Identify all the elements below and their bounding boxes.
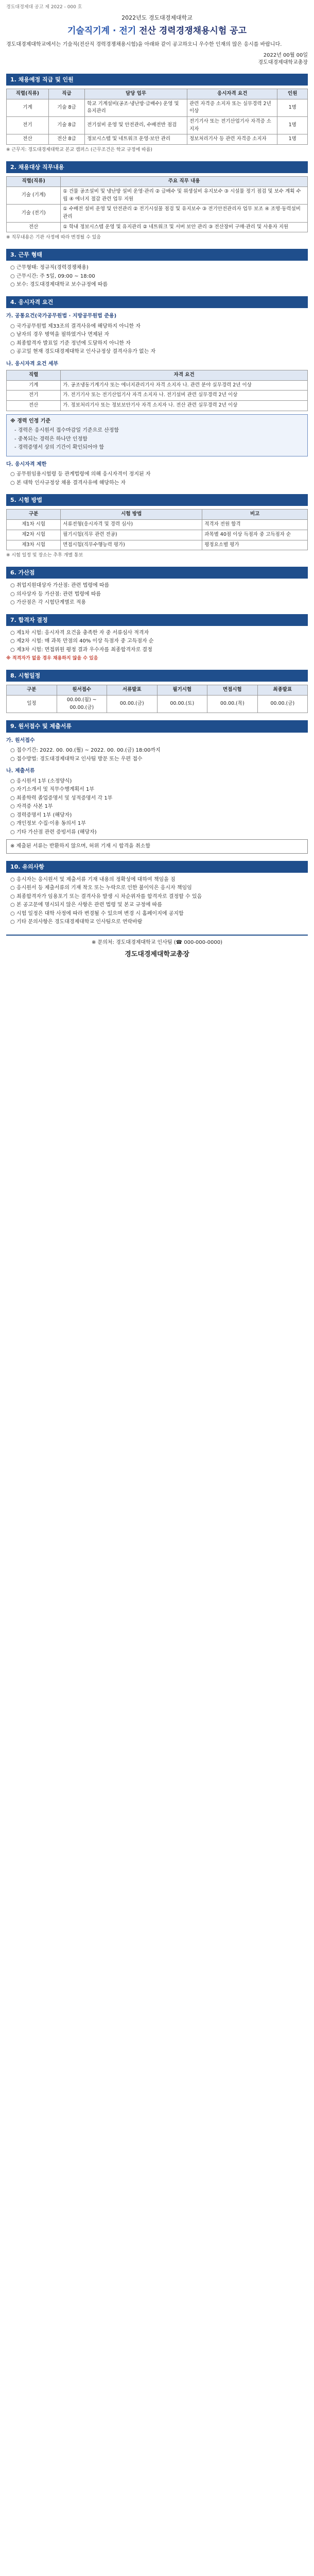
table-cell: 기술 (전기) (7, 205, 61, 222)
list-item: ○ 최종합격자 발표일 기준 정년에 도달하지 아니한 자 (10, 340, 308, 348)
section-4-sub2: 나. 응시자격 요건 세부 (6, 361, 59, 367)
box-title: ※ 경력 인정 기준 (10, 418, 51, 424)
notice-signer: 경도대경제대학교총장 (258, 59, 308, 65)
list-item: ○ 취업지원대상자 가산점: 관련 법령에 따름 (10, 582, 308, 590)
list-item: ○ 응시원서 1부 (소정양식) (10, 777, 308, 786)
col-header: 자격 요건 (61, 370, 308, 381)
table-row (7, 696, 308, 713)
table-row (7, 117, 308, 134)
table-cell: 일정 (7, 696, 57, 713)
table-cell: 기계 (7, 99, 49, 116)
list-item: ○ 경력증명서 1부 (해당자) (10, 811, 308, 820)
table-cell: 정보시스템 및 네트워크 운영·보안 관리 (85, 134, 187, 145)
table-cell: 전산 8급 (48, 134, 84, 145)
section-1-title: 1. 채용예정 직급 및 인원 (6, 74, 308, 86)
list-item: - 경력은 응시원서 접수마감일 기준으로 산정함 (14, 427, 304, 435)
table-row (7, 401, 308, 411)
table-cell: 00.00.(목) (207, 696, 258, 713)
table-row (7, 540, 308, 550)
table-row (7, 187, 308, 204)
section-7-title: 7. 합격자 결정 (6, 614, 308, 626)
col-header: 서류발표 (107, 685, 158, 696)
duty-table (6, 176, 308, 232)
col-header: 응시자격 요건 (187, 89, 277, 99)
section-10-title: 10. 유의사항 (6, 861, 308, 873)
section-2-note: ※ 직무내용은 기관 사정에 따라 변경될 수 있음 (6, 235, 101, 241)
table-cell: 제3차 시험 (7, 540, 61, 550)
table-cell: 1명 (277, 117, 308, 134)
table-row (7, 205, 308, 222)
table-cell: 적격자 전원 합격 (202, 520, 308, 530)
col-header: 비고 (202, 510, 308, 520)
notice-date: 2022년 00월 00일 (263, 52, 308, 58)
col-header: 구분 (7, 510, 61, 520)
notice-title (6, 24, 308, 38)
intro-text: 경도대경제대학교에서는 기술직(전산직 경력경쟁채용시험)을 아래와 같이 공고하오니 우수한 인재의 많은 응시를 바랍니다. (6, 42, 282, 48)
footer-org: 경도대경제대학교총장 (125, 951, 189, 959)
list-item: - 경력증명서 상의 기간이 확인되어야 함 (14, 444, 304, 452)
table-row (7, 222, 308, 232)
table-cell: 00.00.(금) (107, 696, 158, 713)
list-item: ○ 자기소개서 및 직무수행계획서 1부 (10, 786, 308, 794)
col-header: 최종발표 (257, 685, 308, 696)
application-list (10, 747, 308, 763)
schedule-table (6, 685, 308, 713)
table-cell: 기술 8급 (48, 117, 84, 134)
table-cell: ① 수배전 설비 운영 및 안전관리 ② 전기시설물 점검 및 유지보수 ③ 전기안전관리자 업무 보조 ④ 조명·동력설비 관리 (61, 205, 308, 222)
list-item: ○ 본 공고문에 명시되지 않은 사항은 관련 법령 및 본교 규정에 따름 (10, 901, 308, 909)
section-5-title: 5. 시험 방법 (6, 494, 308, 506)
section-1-note: ※ 근무지: 경도대경제대학교 본교 캠퍼스 (근무조건은 학교 규정에 따름) (6, 147, 152, 153)
section-9-sub2: 나. 제출서류 (6, 768, 35, 774)
list-item: ○ 근무형태: 정규직(경력경쟁채용) (10, 264, 308, 272)
col-header: 직렬 (7, 370, 61, 381)
career-criteria-box (6, 414, 308, 456)
list-item: ○ 기타 가산점 관련 증빙서류 (해당자) (10, 828, 308, 837)
table-cell: 1명 (277, 99, 308, 116)
table-cell: 관련 자격증 소지자 또는 실무경력 2년 이상 (187, 99, 277, 116)
table-cell: 전기기사 또는 전기산업기사 자격증 소지자 (187, 117, 277, 134)
col-header: 직렬(직류) (7, 177, 61, 187)
list-item: ○ 국가공무원법 제33조의 결격사유에 해당하지 아니한 자 (10, 323, 308, 331)
table-row (7, 520, 308, 530)
list-item: ○ 자격증 사본 1부 (10, 803, 308, 811)
col-header: 직급 (48, 89, 84, 99)
section-2-title: 2. 채용대상 직무내용 (6, 161, 308, 173)
application-period: ○ 접수기간: 2022. 00. 00.(월) ~ 2022. 00. 00.(금) 18:00까지 (10, 747, 308, 755)
list-item: ○ 남자의 경우 병역을 필하였거나 면제된 자 (10, 331, 308, 339)
restrict-list (10, 470, 308, 487)
career-criteria-list (14, 427, 304, 452)
section-5-note: ※ 시험 일정 및 장소는 추후 개별 통보 (6, 553, 83, 558)
list-item: ○ 최종학력 졸업증명서 및 성적증명서 각 1부 (10, 794, 308, 803)
recruit-table (6, 89, 308, 145)
table-cell: 가. 정보처리기사 또는 정보보안기사 자격 소지자 나. 전산 관련 실무경력 2년 이상 (61, 401, 308, 411)
table-cell: 가. 공조냉동기계기사 또는 에너지관리기사 자격 소지자 나. 관련 분야 실무경력 2년 이상 (61, 380, 308, 391)
table-cell: 제2차 시험 (7, 530, 61, 540)
section-4-sub1: 가. 공통요건(국가공무원법 · 지방공무원법 준용) (6, 313, 117, 319)
contact-info: ※ 문의처: 경도대경제대학교 인사팀 (☎ 000-000-0000) (92, 939, 222, 945)
table-row (7, 134, 308, 145)
section-3-title: 3. 근무 형태 (6, 249, 308, 261)
table-row (7, 380, 308, 391)
list-item: ○ 근무시간: 주 5일, 09:00 ~ 18:00 (10, 273, 308, 281)
table-row (7, 530, 308, 540)
table-row (7, 99, 308, 116)
table-cell: 필기시험(직무 관련 전공) (61, 530, 202, 540)
title-prefix: 기술직기계 · 전기 (67, 25, 136, 36)
section-4-sub3: 다. 응시자격 제한 (6, 461, 47, 467)
caution-list (10, 876, 308, 926)
table-cell: 00.00.(토) (157, 696, 207, 713)
requirement-table (6, 370, 308, 411)
notice-number: 경도대경제대 공고 제 2022 - 000 호 (6, 5, 82, 10)
list-item: ○ 개인정보 수집·이용 동의서 1부 (10, 820, 308, 828)
list-item: ○ 제3차 시험: 면접위원 평정 결과 우수자를 최종합격자로 결정 (10, 646, 308, 654)
footer (6, 935, 308, 960)
section-9-title: 9. 원서접수 및 제출서류 (6, 720, 308, 732)
date-block (6, 52, 308, 66)
table-cell: 00.00.(월) ~ 00.00.(금) (57, 696, 107, 713)
list-item: ○ 본 대학 인사규정상 채용 결격사유에 해당하는 자 (10, 479, 308, 487)
table-cell: 평정요소별 평가 (202, 540, 308, 550)
table-cell: 전산 (7, 222, 61, 232)
col-header: 시험 방법 (61, 510, 202, 520)
list-item: ○ 공무원임용시험령 등 관계법령에 의해 응시자격이 정지된 자 (10, 470, 308, 479)
work-type-list (10, 264, 308, 289)
list-item: ○ 시험 일정은 대학 사정에 따라 변경될 수 있으며 변경 시 홈페이지에 공지함 (10, 910, 308, 918)
list-item: ○ 의사상자 등 가산점: 관련 법령에 따름 (10, 590, 308, 599)
pass-decision-list (10, 629, 308, 654)
col-header: 원서접수 (57, 685, 107, 696)
table-cell: 00.00.(금) (257, 696, 308, 713)
list-item: - 중복되는 경력은 하나만 인정함 (14, 435, 304, 444)
table-row (7, 391, 308, 401)
documents-list (10, 777, 308, 837)
list-item: ○ 공고일 현재 경도대경제대학교 인사규정상 결격사유가 없는 자 (10, 348, 308, 356)
table-cell: 전산 (7, 134, 49, 145)
list-item: ○ 가산점은 각 시험단계별로 적용 (10, 599, 308, 607)
table-cell: ① 건물 공조설비 및 냉난방 설비 운영·관리 ② 급배수 및 위생설비 유지보수 ③ 시설물 정기 점검 및 보수 계획 수립 ④ 에너지 절감 관련 업무 지원 (61, 187, 308, 204)
application-method: ○ 접수방법: 경도대경제대학교 인사팀 방문 또는 우편 접수 (10, 755, 308, 764)
table-cell: 전산 (7, 401, 61, 411)
table-cell: 기술 (기계) (7, 187, 61, 204)
section-8-title: 8. 시험일정 (6, 670, 308, 682)
col-header: 주요 직무 내용 (61, 177, 308, 187)
list-item: ○ 최종합격자가 임용포기 또는 결격사유 발생 시 차순위자를 합격자로 결정할 수 있음 (10, 893, 308, 901)
table-cell: ① 학내 정보시스템 운영 및 유지관리 ② 네트워크 및 서버 보안 관리 ③ 전산장비 구매·관리 및 사용자 지원 (61, 222, 308, 232)
bonus-list (10, 582, 308, 607)
table-cell: 서류전형(응시자격 및 경력 심사) (61, 520, 202, 530)
col-header: 담당 업무 (85, 89, 187, 99)
table-cell: 가. 전기기사 또는 전기산업기사 자격 소지자 나. 전기설비 관련 실무경력 2년 이상 (61, 391, 308, 401)
notice-org: 2022년도 경도대경제대학교 (121, 14, 193, 21)
exam-method-table (6, 509, 308, 550)
table-cell: 학교 기계설비(공조·냉난방·급배수) 운영 및 유지관리 (85, 99, 187, 116)
documents-notice-box: ※ 제출된 서류는 반환하지 않으며, 허위 기재 시 합격을 취소함 (6, 839, 308, 854)
section-6-title: 6. 가산점 (6, 567, 308, 579)
col-header: 구분 (7, 685, 57, 696)
section-4-title: 4. 응시자격 요건 (6, 296, 308, 308)
table-cell: 과목별 40점 이상 득점자 중 고득점자 순 (202, 530, 308, 540)
list-item: ○ 제2차 시험: 매 과목 만점의 40% 이상 득점자 중 고득점자 순 (10, 637, 308, 646)
col-header: 면접시험 (207, 685, 258, 696)
common-req-list (10, 323, 308, 356)
table-cell: 전기 (7, 391, 61, 401)
table-cell: 전기설비 운영 및 안전관리, 수배전반 점검 (85, 117, 187, 134)
list-item: ○ 기타 문의사항은 경도대경제대학교 인사팀으로 연락바람 (10, 918, 308, 926)
notice-page (0, 0, 314, 970)
list-item: ○ 제1차 시험: 응시자격 요건을 충족한 자 중 서류심사 적격자 (10, 629, 308, 637)
table-cell: 1명 (277, 134, 308, 145)
pass-warning: ※ 적격자가 없을 경우 채용하지 않을 수 있음 (6, 656, 98, 662)
table-cell: 정보처리기사 등 관련 자격증 소지자 (187, 134, 277, 145)
table-cell: 면접시험(직무수행능력 평가) (61, 540, 202, 550)
title-main: 전산 경력경쟁채용시험 공고 (139, 25, 247, 36)
col-header: 직렬(직류) (7, 89, 49, 99)
section-9-sub1: 가. 원서접수 (6, 737, 35, 743)
table-cell: 전기 (7, 117, 49, 134)
list-item: ○ 응시자는 응시원서 및 제출서류 기재 내용의 정확성에 대하여 책임을 짐 (10, 876, 308, 884)
list-item: ○ 응시원서 등 제출서류의 기재 착오 또는 누락으로 인한 불이익은 응시자 책임임 (10, 884, 308, 892)
col-header: 필기시험 (157, 685, 207, 696)
list-item: ○ 보수: 경도대경제대학교 보수규정에 따름 (10, 281, 308, 289)
col-header: 인원 (277, 89, 308, 99)
table-cell: 기술 8급 (48, 99, 84, 116)
table-cell: 제1차 시험 (7, 520, 61, 530)
table-cell: 기계 (7, 380, 61, 391)
